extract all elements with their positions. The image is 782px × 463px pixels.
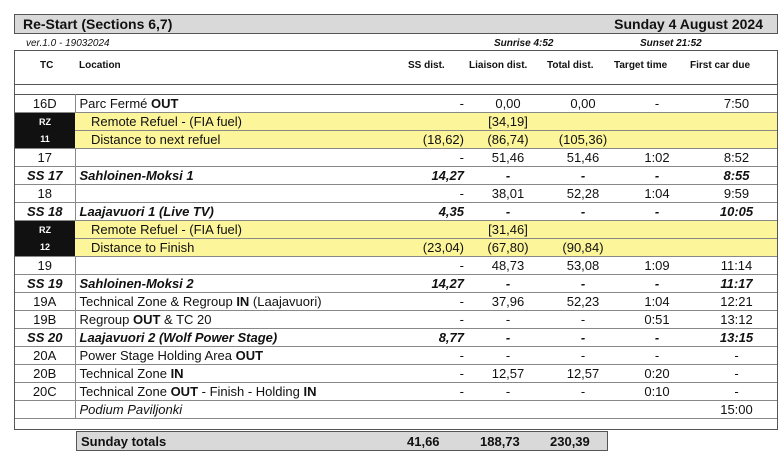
- cell-target-time: 1:02: [618, 149, 696, 167]
- cell-total-dist: 53,08: [548, 257, 618, 275]
- cell-tc: SS 19: [15, 275, 75, 293]
- version-label: ver.1.0 - 19032024: [26, 38, 110, 49]
- cell-location: [75, 95, 400, 113]
- col-header-liaison-dist: Liaison dist.: [469, 60, 528, 71]
- cell-total-dist: -: [548, 329, 618, 347]
- col-header-tc: TC: [40, 60, 54, 71]
- cell-location: [75, 149, 400, 167]
- cell-first-car-due: 12:21: [696, 293, 777, 311]
- cell-target-time: 0:20: [618, 365, 696, 383]
- cell-first-car-due: 8:52: [696, 149, 777, 167]
- stage-row: [15, 275, 777, 293]
- table-row: [15, 365, 777, 383]
- cell-tc: 17: [15, 149, 75, 167]
- cell-ss-dist: 8,77: [400, 329, 468, 347]
- cell-total-dist: -: [548, 347, 618, 365]
- cell-ss-dist: -: [400, 293, 468, 311]
- cell-tc: 19B: [15, 311, 75, 329]
- location-text: Power Stage Holding Area: [79, 348, 236, 363]
- stage-row: [15, 167, 777, 185]
- cell-ss-dist: 14,27: [400, 167, 468, 185]
- cell-liaison-dist: -: [468, 275, 548, 293]
- cell-tc: SS 17: [15, 167, 75, 185]
- cell-tc: 18: [15, 185, 75, 203]
- cell-first-car-due: 13:15: [696, 329, 777, 347]
- cell-first-car-due: 7:50: [696, 95, 777, 113]
- cell-liaison-dist: (86,74): [468, 131, 548, 149]
- refuel-description: Remote Refuel - (FIA fuel): [75, 113, 400, 131]
- table-row: [15, 149, 777, 167]
- cell-ss-dist: -: [400, 311, 468, 329]
- location-text: OUT: [235, 348, 264, 363]
- table-row: [15, 401, 777, 419]
- cell-ss-dist: 4,35: [400, 203, 468, 221]
- cell-ss-dist: [400, 401, 468, 419]
- cell-first-car-due: 13:12: [696, 311, 777, 329]
- cell-ss-dist: -: [400, 95, 468, 113]
- refuel-description: Distance to next refuel: [75, 131, 400, 149]
- cell-first-car-due: 15:00: [696, 401, 777, 419]
- cell-liaison-dist: 48,73: [468, 257, 548, 275]
- cell-ss-dist: -: [400, 383, 468, 401]
- cell-total-dist: 51,46: [548, 149, 618, 167]
- cell-tc: 20A: [15, 347, 75, 365]
- cell-tc: SS 20: [15, 329, 75, 347]
- cell-tc: [15, 401, 75, 419]
- title-bar: [14, 14, 778, 34]
- table-row: [15, 347, 777, 365]
- cell-liaison-dist: [31,46]: [468, 221, 548, 239]
- location-text: & TC 20: [160, 312, 212, 327]
- cell-liaison-dist: (67,80): [468, 239, 548, 257]
- location-text: IN: [170, 366, 184, 381]
- cell-ss-dist: -: [400, 347, 468, 365]
- cell-target-time: 1:04: [618, 293, 696, 311]
- cell-total-dist: (105,36): [548, 131, 618, 149]
- cell-location: Podium Paviljonki: [75, 401, 400, 419]
- cell-ss-dist: (18,62): [400, 131, 468, 149]
- cell-ss-dist: -: [400, 257, 468, 275]
- cell-total-dist: [548, 113, 618, 131]
- cell-liaison-dist: [34,19]: [468, 113, 548, 131]
- cell-first-car-due: 9:59: [696, 185, 777, 203]
- sunday-totals-bar: [76, 431, 608, 451]
- cell-first-car-due: [696, 239, 777, 257]
- cell-liaison-dist: -: [468, 329, 548, 347]
- refuel-description: Remote Refuel - (FIA fuel): [75, 221, 400, 239]
- cell-first-car-due: [696, 131, 777, 149]
- cell-first-car-due: 10:05: [696, 203, 777, 221]
- cell-ss-dist: (23,04): [400, 239, 468, 257]
- cell-liaison-dist: -: [468, 167, 548, 185]
- cell-ss-dist: [400, 221, 468, 239]
- cell-target-time: [618, 113, 696, 131]
- cell-location: [75, 311, 400, 329]
- table-row: [15, 95, 777, 113]
- col-header-location: Location: [79, 60, 121, 71]
- cell-location: [75, 257, 400, 275]
- cell-liaison-dist: -: [468, 383, 548, 401]
- refuel-zone-badge: RZ: [15, 221, 75, 239]
- cell-total-dist: [548, 221, 618, 239]
- cell-location: Laajavuori 1 (Live TV): [75, 203, 400, 221]
- refuel-zone-badge: RZ: [15, 113, 75, 131]
- cell-target-time: [618, 239, 696, 257]
- refuel-row: [15, 221, 777, 239]
- table-row: [15, 293, 777, 311]
- location-text: Parc Fermé: [79, 96, 152, 111]
- cell-liaison-dist: 38,01: [468, 185, 548, 203]
- totals-label: Sunday totals: [81, 434, 167, 449]
- refuel-row: [15, 131, 777, 149]
- header-divider: [14, 84, 778, 85]
- location-text: Technical Zone: [79, 384, 171, 399]
- cell-location: [75, 347, 400, 365]
- sunset-label: Sunset 21:52: [640, 38, 702, 49]
- cell-liaison-dist: -: [468, 311, 548, 329]
- location-text: OUT: [170, 384, 199, 399]
- location-text: Regroup: [79, 312, 133, 327]
- cell-target-time: 0:51: [618, 311, 696, 329]
- event-date: Sunday 4 August 2024: [614, 16, 763, 32]
- cell-liaison-dist: 0,00: [468, 95, 548, 113]
- cell-total-dist: -: [548, 203, 618, 221]
- cell-tc: SS 18: [15, 203, 75, 221]
- cell-tc: 19A: [15, 293, 75, 311]
- table-row: [15, 383, 777, 401]
- cell-location: [75, 185, 400, 203]
- cell-tc: 19: [15, 257, 75, 275]
- location-text: IN: [303, 384, 317, 399]
- cell-first-car-due: -: [696, 365, 777, 383]
- document-title: Re-Start (Sections 6,7): [23, 16, 173, 32]
- cell-target-time: [618, 131, 696, 149]
- cell-liaison-dist: 37,96: [468, 293, 548, 311]
- cell-liaison-dist: -: [468, 203, 548, 221]
- cell-target-time: -: [618, 347, 696, 365]
- cell-location: Sahloinen-Moksi 1: [75, 167, 400, 185]
- cell-liaison-dist: -: [468, 347, 548, 365]
- col-header-ss-dist: SS dist.: [408, 60, 445, 71]
- cell-total-dist: 12,57: [548, 365, 618, 383]
- totals-liaison-dist: 188,73: [480, 434, 520, 449]
- cell-target-time: 1:09: [618, 257, 696, 275]
- location-text: - Finish - Holding: [198, 384, 304, 399]
- totals-total-dist: 230,39: [550, 434, 590, 449]
- cell-total-dist: -: [548, 167, 618, 185]
- cell-location: [75, 365, 400, 383]
- cell-target-time: [618, 401, 696, 419]
- cell-liaison-dist: 12,57: [468, 365, 548, 383]
- cell-first-car-due: 11:17: [696, 275, 777, 293]
- cell-first-car-due: -: [696, 383, 777, 401]
- cell-target-time: 1:04: [618, 185, 696, 203]
- cell-location: [75, 383, 400, 401]
- refuel-description: Distance to Finish: [75, 239, 400, 257]
- cell-target-time: [618, 221, 696, 239]
- totals-ss-dist: 41,66: [407, 434, 440, 449]
- table-row: [15, 311, 777, 329]
- stage-row: [15, 329, 777, 347]
- cell-first-car-due: -: [696, 347, 777, 365]
- cell-target-time: -: [618, 275, 696, 293]
- itinerary-table: [15, 94, 777, 419]
- cell-location: Sahloinen-Moksi 2: [75, 275, 400, 293]
- cell-liaison-dist: 51,46: [468, 149, 548, 167]
- refuel-zone-badge: 12: [15, 239, 75, 257]
- cell-total-dist: -: [548, 383, 618, 401]
- cell-ss-dist: -: [400, 185, 468, 203]
- cell-ss-dist: -: [400, 149, 468, 167]
- cell-total-dist: -: [548, 275, 618, 293]
- table-row: [15, 185, 777, 203]
- location-text: OUT: [132, 312, 161, 327]
- cell-location: [75, 293, 400, 311]
- cell-ss-dist: -: [400, 365, 468, 383]
- table-row: [15, 257, 777, 275]
- sunrise-label: Sunrise 4:52: [494, 38, 554, 49]
- cell-total-dist: -: [548, 311, 618, 329]
- refuel-zone-badge: 11: [15, 131, 75, 149]
- cell-location: Laajavuori 2 (Wolf Power Stage): [75, 329, 400, 347]
- col-header-total-dist: Total dist.: [547, 60, 594, 71]
- location-text: OUT: [151, 96, 179, 111]
- location-text: (Laajavuori): [249, 294, 322, 309]
- cell-target-time: -: [618, 329, 696, 347]
- cell-liaison-dist: [468, 401, 548, 419]
- cell-target-time: -: [618, 95, 696, 113]
- cell-first-car-due: [696, 221, 777, 239]
- cell-total-dist: [548, 401, 618, 419]
- location-text: IN: [236, 294, 250, 309]
- refuel-row: [15, 113, 777, 131]
- cell-target-time: 0:10: [618, 383, 696, 401]
- cell-ss-dist: [400, 113, 468, 131]
- location-text: Technical Zone & Regroup: [79, 294, 237, 309]
- cell-first-car-due: [696, 113, 777, 131]
- cell-first-car-due: 11:14: [696, 257, 777, 275]
- location-text: Technical Zone: [79, 366, 171, 381]
- cell-total-dist: 0,00: [548, 95, 618, 113]
- stage-row: [15, 203, 777, 221]
- cell-tc: 20B: [15, 365, 75, 383]
- cell-target-time: -: [618, 167, 696, 185]
- cell-tc: 20C: [15, 383, 75, 401]
- cell-first-car-due: 8:55: [696, 167, 777, 185]
- cell-target-time: -: [618, 203, 696, 221]
- col-header-first-car-due: First car due: [690, 60, 751, 71]
- cell-ss-dist: 14,27: [400, 275, 468, 293]
- refuel-row: [15, 239, 777, 257]
- col-header-target-time: Target time: [614, 60, 668, 71]
- cell-total-dist: (90,84): [548, 239, 618, 257]
- cell-total-dist: 52,23: [548, 293, 618, 311]
- cell-tc: 16D: [15, 95, 75, 113]
- cell-total-dist: 52,28: [548, 185, 618, 203]
